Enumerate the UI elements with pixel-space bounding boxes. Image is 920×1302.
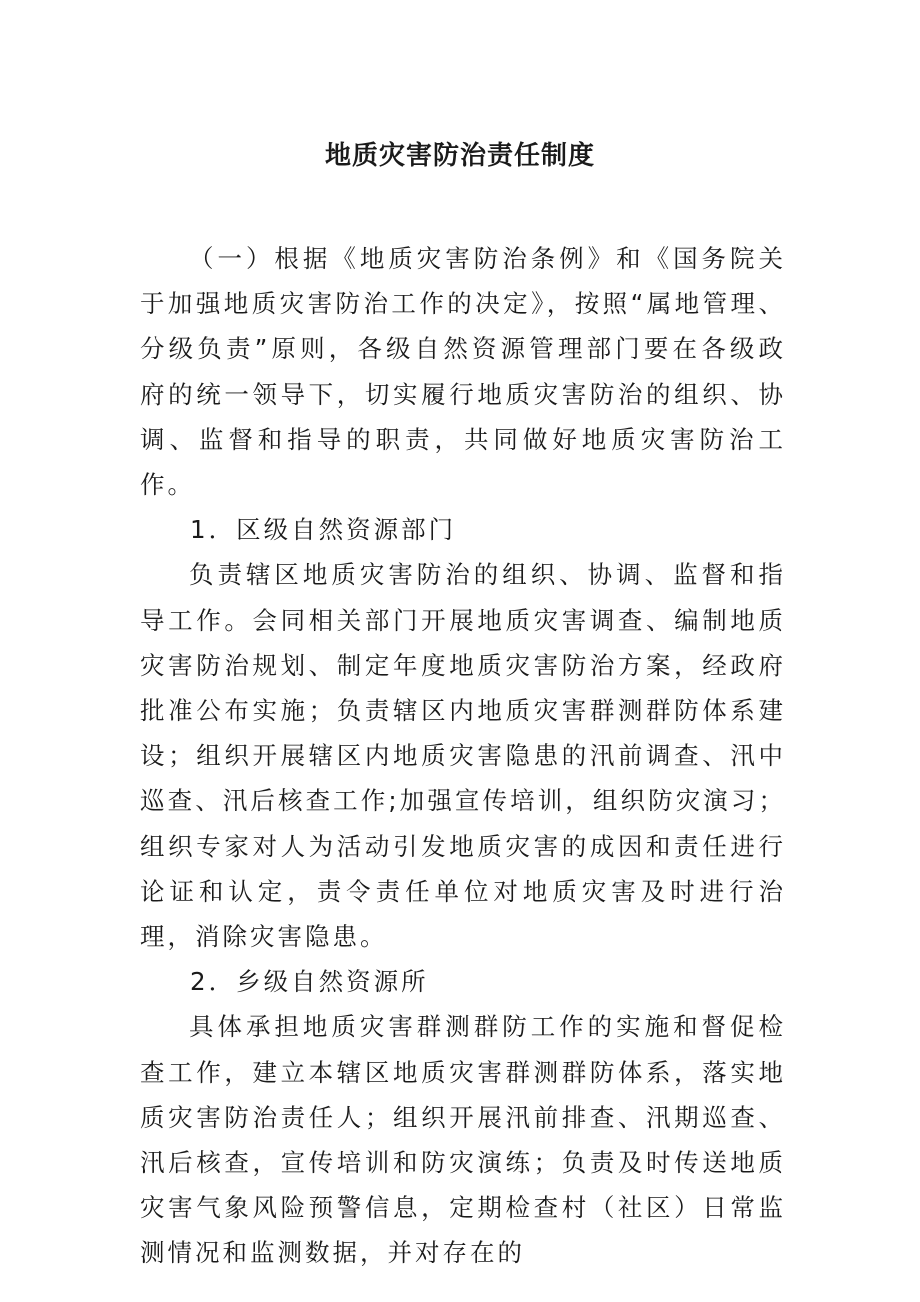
document-body [140, 236, 786, 1276]
section-2-paragraph: 具体承担地质灾害群测群防工作的实施和督促检查工作，建立本辖区地质灾害群测群防体系，落实地质灾害防治责任人；组织开展汛前排查、汛期巡查、汛后核查，宣传培训和防灾演练；负责及时传送地质灾害气象风险预警信息，定期检查村（社区）日常监测情况和监测数据，并对存在的 [140, 1012, 786, 1268]
document-title: 地质灾害防治责任制度 [324, 141, 595, 171]
intro-paragraph: （一）根据《地质灾害防治条例》和《国务院关于加强地质灾害防治工作的决定》，按照“属地管理、分级负责”原则，各级自然资源管理部门要在各级政府的统一领导下，切实履行地质灾害防治的组织、协调、监督和指导的职责，共同做好地质灾害防治工作。 [140, 244, 786, 500]
section-1-heading: 1．区级自然资源部门 [190, 515, 457, 545]
section-2-heading: 2．乡级自然资源所 [190, 967, 429, 997]
section-1-paragraph: 负责辖区地质灾害防治的组织、协调、监督和指导工作。会同相关部门开展地质灾害调查、编制地质灾害防治规划、制定年度地质灾害防治方案，经政府批准公布实施；负责辖区内地质灾害群测群防体系建设；组织开展辖区内地质灾害隐患的汛前调查、汛中巡查、汛后核查工作;加强宣传培训，组织防灾演习；组织专家对人为活动引发地质灾害的成因和责任进行论证和认定，责令责任单位对地质灾害及时进行治理，消除灾害隐患。 [140, 560, 786, 952]
